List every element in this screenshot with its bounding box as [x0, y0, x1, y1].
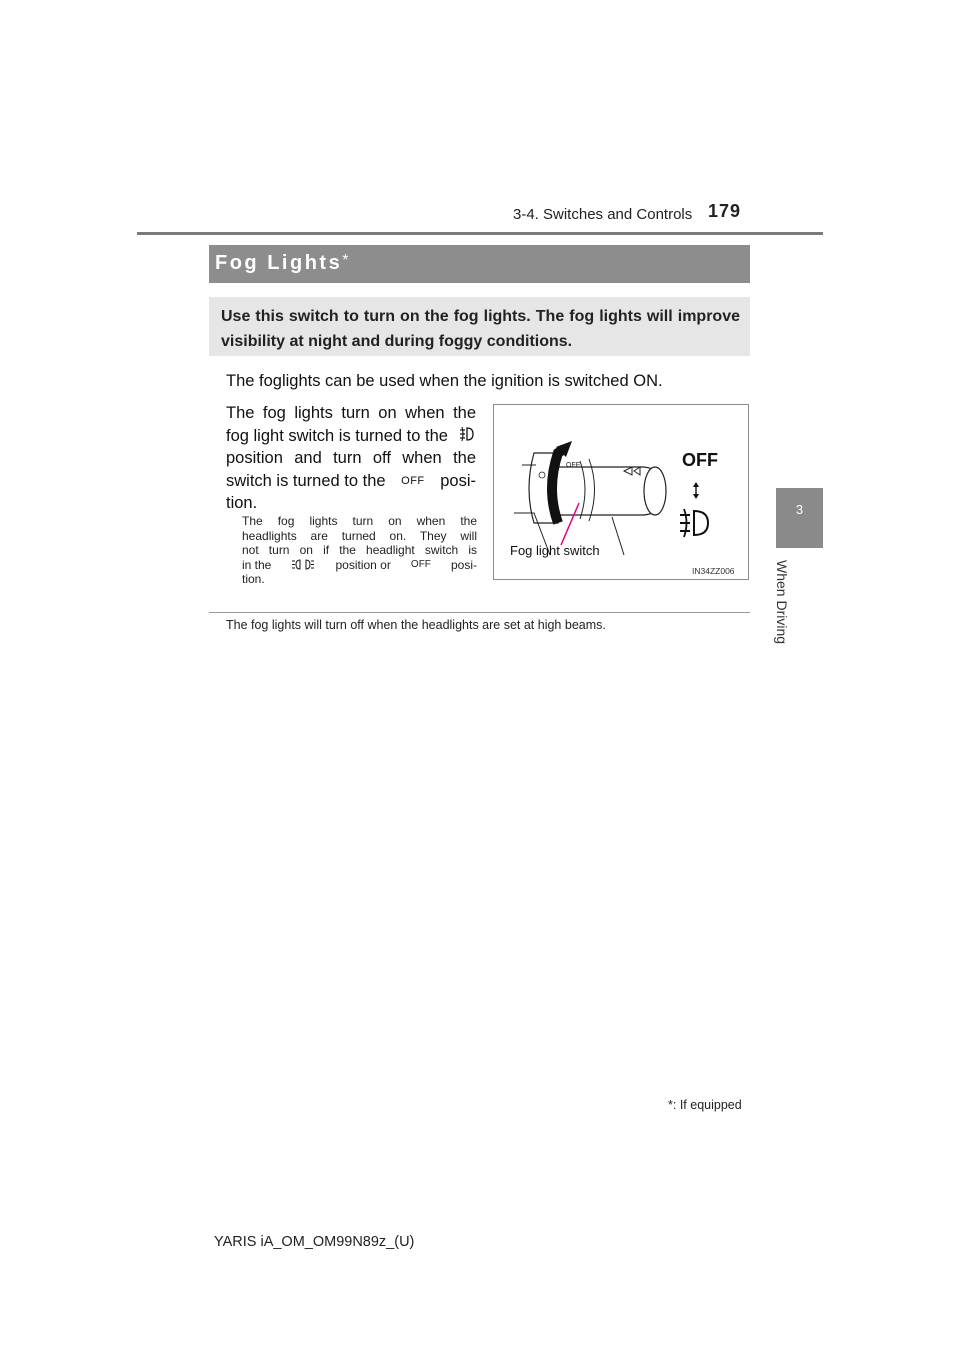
footnote-marker: * — [668, 1098, 673, 1112]
p2-line-5: tion. — [226, 494, 258, 512]
word: turn — [352, 514, 374, 528]
document-footer: YARIS iA_OM_OM99N89z_(U) — [214, 1234, 415, 1250]
paragraph-fog-switch — [226, 402, 476, 515]
p2-text: switch is turned to the — [226, 471, 386, 490]
word: when — [405, 404, 445, 422]
note-text: position or — [335, 557, 391, 572]
chapter-title: When Driving — [774, 560, 790, 645]
if-equipped-marker: * — [342, 252, 349, 269]
headlight-note — [242, 514, 477, 587]
off-symbol: OFF — [401, 474, 425, 487]
p2-line-4 — [226, 470, 476, 493]
p2-text: posi- — [440, 471, 476, 490]
word: on — [388, 514, 402, 528]
fog-light-switch-label: Fog light switch — [510, 543, 600, 558]
word: turn — [333, 449, 362, 467]
word: the — [460, 514, 477, 528]
section-title — [215, 252, 348, 275]
word: when — [402, 449, 442, 467]
word: The — [242, 514, 263, 528]
header-section-title: 3-4. Switches and Controls — [513, 206, 693, 223]
header-divider — [137, 232, 823, 235]
chapter-number: 3 — [795, 502, 804, 517]
paragraph-ignition: The foglights can be used when the ignition is switched ON. — [226, 372, 663, 390]
section-title-text: Fog Lights — [215, 252, 343, 274]
page-number: 179 — [708, 201, 742, 221]
word: The — [226, 404, 255, 422]
note-line-5: tion. — [242, 572, 265, 586]
fog-light-large-icon — [680, 509, 708, 537]
word: and — [294, 449, 322, 467]
parking-lights-icon — [291, 558, 315, 571]
word: the — [453, 404, 476, 422]
word: turn — [341, 404, 370, 422]
note-line-2: headlights are turned on. They will — [242, 528, 477, 543]
chapter-tab — [776, 488, 823, 548]
word: the — [453, 449, 476, 467]
if-equipped-footnote — [668, 1098, 742, 1112]
word: lights — [294, 404, 333, 422]
bottom-divider — [209, 612, 750, 613]
p2-line-2 — [226, 425, 476, 448]
figure-code: IN34ZZ006 — [692, 566, 735, 576]
front-fog-light-icon — [458, 425, 476, 443]
note-line-1 — [242, 514, 477, 529]
word: off — [372, 449, 391, 467]
note-line-3: not turn on if the headlight switch is — [242, 543, 477, 557]
intro-text: Use this switch to turn on the fog lights. The fog lights will improve visibility at night and during foggy conditions. — [221, 308, 740, 350]
chapter-title-wrap — [770, 560, 800, 660]
footnote-text: : If equipped — [672, 1098, 742, 1112]
word: fog — [277, 514, 295, 528]
word: fog — [262, 404, 286, 422]
high-beam-note: The fog lights will turn off when the headlights are set at high beams. — [226, 618, 606, 632]
note-text: in the — [242, 557, 272, 572]
p2-line-1 — [226, 402, 476, 425]
off-position-label: OFF — [682, 450, 718, 470]
note-text: posi- — [450, 557, 477, 572]
word: position — [226, 449, 283, 467]
word: on — [378, 404, 397, 422]
note-line-4 — [242, 558, 477, 573]
p2-line-3 — [226, 447, 476, 470]
p2-text: fog light switch is turned to the — [226, 426, 448, 445]
word: lights — [309, 514, 338, 528]
off-symbol: OFF — [410, 558, 431, 570]
word: when — [416, 514, 446, 528]
stalk-off-text: OFF — [566, 462, 580, 469]
